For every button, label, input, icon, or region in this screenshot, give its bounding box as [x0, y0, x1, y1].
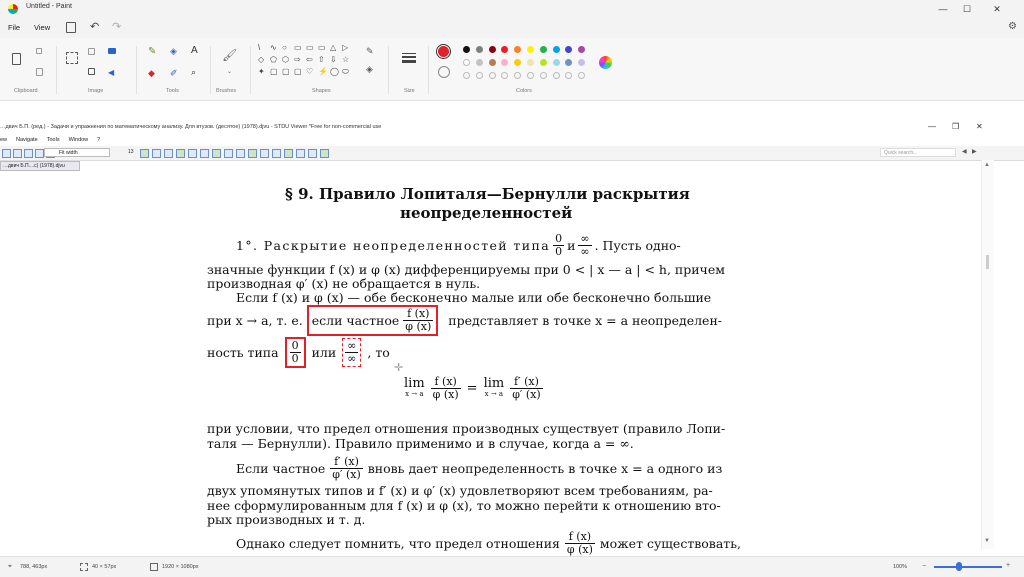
- cut-icon[interactable]: [36, 48, 42, 54]
- selection-size-icon: [80, 563, 88, 571]
- palette-color-swatch[interactable]: [463, 46, 470, 53]
- shape-option-icon[interactable]: ⚡: [318, 67, 328, 76]
- viewer-menu-item[interactable]: ?: [97, 137, 101, 143]
- group-divider: [428, 46, 429, 94]
- fill-shape-icon[interactable]: ◈: [366, 64, 373, 74]
- zoom-level: 100%: [893, 564, 908, 570]
- palette-color-swatch[interactable]: [463, 59, 470, 66]
- viewer-toolbar-button[interactable]: [152, 149, 161, 158]
- selection-size: 40 × 57px: [92, 564, 117, 570]
- denominator: φ (x): [405, 320, 432, 333]
- paint-app-icon: [8, 4, 18, 14]
- fraction-inf-inf: [578, 233, 591, 258]
- fraction-right: [510, 376, 542, 401]
- outline-icon[interactable]: ✎: [366, 46, 374, 56]
- denominator: φ (x): [432, 388, 459, 401]
- denominator: φ (x): [566, 543, 593, 556]
- viewer-toolbar-button[interactable]: [24, 149, 33, 158]
- viewer-menu-item[interactable]: Navigate: [16, 137, 38, 143]
- primary-color-fill: [438, 46, 449, 57]
- viewer-toolbar-button[interactable]: [224, 149, 233, 158]
- save-icon[interactable]: [66, 22, 76, 33]
- group-label-size: Size: [404, 88, 415, 94]
- viewer-toolbar-button[interactable]: [284, 149, 293, 158]
- shape-option-icon[interactable]: ▭: [306, 43, 314, 52]
- viewer-vertical-scrollbar[interactable]: [981, 160, 994, 549]
- viewer-toolbar-button[interactable]: [212, 149, 221, 158]
- viewer-toolbar-button[interactable]: [248, 149, 257, 158]
- secondary-color-swatch[interactable]: [438, 66, 450, 78]
- zoom-mode-select[interactable]: Fit width: [44, 148, 110, 157]
- paragraph-4-line-4: рых производных и т. д.: [207, 512, 366, 527]
- shape-option-icon[interactable]: ∿: [270, 43, 277, 52]
- shape-option-icon[interactable]: △: [330, 43, 337, 52]
- copy-icon[interactable]: [36, 68, 43, 76]
- numerator: f (x): [431, 376, 461, 389]
- paragraph-1-line-2: значные функции f (x) и φ (x) дифференцируемы при 0 < | x — a | < h, причем: [207, 262, 725, 277]
- shapes-gallery: [258, 42, 356, 77]
- viewer-menu: [0, 137, 100, 143]
- numerator: 0: [291, 339, 299, 352]
- shape-option-icon[interactable]: ⇨: [294, 55, 301, 64]
- shape-option-icon[interactable]: ⇧: [318, 55, 325, 64]
- fraction-f-phi: [403, 308, 433, 333]
- minimize-button[interactable]: —: [938, 4, 948, 14]
- paragraph-4-line-3: нее сформулированным для f (x) и φ (x), то можно перейти к отношению вто-: [207, 498, 721, 513]
- denominator: ∞: [347, 352, 357, 365]
- cursor-position-icon: ⌖: [8, 563, 12, 570]
- paragraph-3-line-2: таля — Бернулли). Правило применимо и в случае, когда a = ∞.: [207, 436, 634, 451]
- empty-color-slot[interactable]: [476, 72, 483, 79]
- chevron-down-icon[interactable]: ⌄: [227, 69, 233, 75]
- paste-icon[interactable]: [12, 53, 21, 65]
- lhopital-formula: [404, 376, 543, 401]
- edit-colors-icon[interactable]: [599, 56, 612, 69]
- shape-option-icon[interactable]: ☆: [342, 55, 350, 64]
- text-run: Если частное: [236, 461, 326, 476]
- document-page: [0, 171, 981, 556]
- annotation-box-inf-inf[interactable]: [342, 338, 361, 367]
- settings-icon[interactable]: ⚙: [1008, 21, 1017, 32]
- redo-icon[interactable]: ↷: [112, 21, 122, 33]
- viewer-toolbar-button[interactable]: [13, 149, 22, 158]
- section-heading: § 9. Правило Лопиталя—Бернулли раскрытия: [285, 185, 690, 203]
- paragraph-2-line-2: [207, 305, 722, 336]
- menu-file[interactable]: File: [8, 23, 21, 32]
- paint-status-bar: [0, 556, 1024, 577]
- limit-subscript: x → a: [484, 389, 504, 398]
- shape-option-icon[interactable]: ◇: [258, 55, 265, 64]
- empty-color-slot[interactable]: [527, 72, 534, 79]
- select-icon[interactable]: [66, 52, 78, 64]
- group-label-image: Image: [88, 88, 104, 94]
- undo-icon[interactable]: ↶: [90, 21, 100, 33]
- section-heading-cont: неопределенностей: [400, 204, 573, 222]
- zoom-in-icon[interactable]: +: [1006, 562, 1011, 569]
- viewer-toolbar-button[interactable]: [260, 149, 269, 158]
- empty-color-slot[interactable]: [489, 72, 496, 79]
- viewer-toolbar-button[interactable]: [2, 149, 11, 158]
- group-label-tools: Tools: [166, 88, 179, 94]
- menu-view[interactable]: View: [34, 23, 51, 32]
- shape-option-icon[interactable]: ⬡: [282, 55, 289, 64]
- group-divider: [250, 46, 251, 94]
- zoom-out-icon[interactable]: −: [922, 563, 927, 570]
- group-divider: [388, 46, 389, 94]
- paragraph-1-line-3: производная φ′ (x) не обращается в нуль.: [207, 276, 481, 291]
- paragraph-1-line-1: [236, 233, 681, 258]
- empty-color-slot[interactable]: [501, 72, 508, 79]
- shape-option-icon[interactable]: ⇩: [330, 55, 337, 64]
- annotation-box-zero-zero[interactable]: [285, 337, 306, 368]
- palette-color-swatch[interactable]: [489, 46, 496, 53]
- limit-subscript: x → a: [405, 389, 424, 398]
- shape-option-icon[interactable]: ▢: [282, 67, 290, 76]
- empty-color-slot[interactable]: [540, 72, 547, 79]
- palette-color-swatch[interactable]: [527, 59, 534, 66]
- viewer-toolbar-buttons-2: [140, 149, 329, 158]
- palette-color-swatch[interactable]: [489, 59, 496, 66]
- shape-option-icon[interactable]: ✦: [258, 67, 265, 76]
- palette-color-swatch[interactable]: [565, 59, 572, 66]
- text-run: или: [311, 345, 337, 360]
- viewer-toolbar-button[interactable]: [188, 149, 197, 158]
- fraction-zero-zero: [553, 233, 564, 258]
- text-run: . Пусть одно-: [594, 238, 681, 253]
- fraction-left: [431, 376, 461, 401]
- denominator: φ′ (x): [332, 468, 361, 481]
- viewer-toolbar-button[interactable]: [236, 149, 245, 158]
- denominator: ∞: [580, 245, 590, 258]
- viewer-toolbar-button[interactable]: [200, 149, 209, 158]
- crosshair-cursor-icon: ✛: [394, 362, 404, 374]
- viewer-menu-item[interactable]: Tools: [46, 137, 60, 143]
- numerator: f′ (x): [330, 456, 362, 469]
- search-next-icon[interactable]: ▶: [972, 149, 977, 155]
- viewer-menu-bar: [0, 136, 1024, 146]
- shape-option-icon[interactable]: ▭: [318, 43, 326, 52]
- close-button[interactable]: ✕: [993, 4, 1001, 14]
- shape-option-icon[interactable]: ▢: [294, 67, 302, 76]
- color-picker-icon[interactable]: ✐: [170, 68, 178, 78]
- palette-color-swatch[interactable]: [565, 46, 572, 53]
- text-run: при x → a, т. е.: [207, 313, 303, 328]
- group-divider: [210, 46, 211, 94]
- empty-color-slot[interactable]: [553, 72, 560, 79]
- fill-icon[interactable]: ◈: [170, 46, 177, 56]
- shape-option-icon[interactable]: ▢: [270, 67, 278, 76]
- empty-color-slot[interactable]: [463, 72, 470, 79]
- palette-color-swatch[interactable]: [527, 46, 534, 53]
- viewer-toolbar-button[interactable]: [35, 149, 44, 158]
- numerator: f (x): [565, 531, 595, 544]
- group-divider: [56, 46, 57, 94]
- maximize-button[interactable]: ☐: [962, 4, 972, 14]
- viewer-toolbar-button[interactable]: [140, 149, 149, 158]
- viewer-toolbar: [0, 146, 1024, 161]
- pencil-icon[interactable]: ✎: [148, 46, 157, 57]
- text-run: представляет в точке x = a неопределен-: [448, 313, 722, 328]
- viewer-menu-item[interactable]: ew: [0, 137, 8, 143]
- numerator: f′ (x): [510, 376, 542, 389]
- annotation-box-quotient[interactable]: [307, 305, 439, 336]
- palette-color-swatch[interactable]: [578, 46, 585, 53]
- paragraph-5-line-1: [236, 531, 741, 556]
- viewer-maximize-button[interactable]: ❐: [952, 122, 960, 131]
- viewer-toolbar-button[interactable]: [308, 149, 317, 158]
- shape-option-icon[interactable]: ▭: [294, 43, 302, 52]
- palette-color-swatch[interactable]: [514, 59, 521, 66]
- scroll-down-icon[interactable]: ▼: [984, 538, 990, 544]
- denominator: 0: [555, 245, 563, 258]
- shape-option-icon[interactable]: ⇦: [306, 55, 313, 64]
- viewer-minimize-button[interactable]: —: [928, 122, 936, 131]
- paragraph-4-line-1: [236, 456, 722, 481]
- scroll-thumb[interactable]: [986, 255, 989, 269]
- palette-color-swatch[interactable]: [540, 59, 547, 66]
- palette-color-swatch[interactable]: [501, 46, 508, 53]
- viewer-title-bar: [0, 120, 1024, 137]
- denominator: 0: [291, 352, 299, 365]
- palette-color-swatch[interactable]: [501, 59, 508, 66]
- flip-icon[interactable]: ◀: [108, 68, 115, 77]
- palette-color-swatch[interactable]: [514, 46, 521, 53]
- paint-title-bar: [0, 0, 1024, 18]
- group-label-clipboard: Clipboard: [14, 88, 38, 94]
- zoom-slider[interactable]: [934, 566, 1002, 568]
- scroll-up-icon[interactable]: ▲: [984, 162, 990, 168]
- quick-search-input[interactable]: Quick search...: [880, 148, 956, 157]
- magnifier-icon[interactable]: ⌕: [191, 67, 197, 77]
- shape-option-icon[interactable]: \: [258, 43, 261, 52]
- palette-color-swatch[interactable]: [476, 46, 483, 53]
- primary-color-swatch[interactable]: [436, 44, 451, 59]
- viewer-toolbar-button[interactable]: [296, 149, 305, 158]
- viewer-toolbar-button[interactable]: [176, 149, 185, 158]
- group-label-shapes: Shapes: [312, 88, 331, 94]
- palette-color-swatch[interactable]: [553, 46, 560, 53]
- text-run: , то: [367, 345, 390, 360]
- limit-symbol: lim: [404, 375, 425, 391]
- text-run: если частное: [311, 313, 400, 328]
- numerator: ∞: [580, 232, 590, 245]
- color-palette: [463, 46, 591, 79]
- crop-icon[interactable]: [88, 48, 95, 55]
- viewer-toolbar-button[interactable]: [272, 149, 281, 158]
- page-number-field[interactable]: 13: [128, 149, 134, 155]
- paint-menu-bar: [0, 18, 1024, 38]
- fraction-derivatives: [330, 456, 362, 481]
- size-icon[interactable]: [402, 53, 416, 63]
- palette-color-swatch[interactable]: [476, 59, 483, 66]
- shape-option-icon[interactable]: ▷: [342, 43, 349, 52]
- numerator: 0: [555, 232, 563, 245]
- paint-ribbon: [0, 38, 1024, 101]
- search-prev-icon[interactable]: ◀: [962, 149, 967, 155]
- resize-icon[interactable]: [88, 68, 95, 75]
- text-tool-icon[interactable]: A: [191, 45, 198, 56]
- paragraph-2-line-3: [207, 337, 390, 368]
- paragraph-3-line-1: при условии, что предел отношения производных существует (правило Лопи-: [207, 421, 726, 436]
- text-run: 1°. Раскрытие неопределенностей типа: [236, 238, 551, 253]
- document-tab[interactable]: …двич Б.П....с) (1978).djvu: [0, 161, 80, 171]
- denominator: φ′ (x): [512, 388, 541, 401]
- numerator: ∞: [347, 339, 357, 352]
- palette-color-swatch[interactable]: [578, 59, 585, 66]
- viewer-menu-item[interactable]: Window: [68, 137, 89, 143]
- palette-color-swatch[interactable]: [540, 46, 547, 53]
- zoom-slider-thumb[interactable]: [956, 562, 962, 571]
- eraser-icon[interactable]: ◆: [148, 68, 155, 78]
- group-divider: [136, 46, 137, 94]
- brush-icon[interactable]: 🖌: [222, 48, 238, 62]
- limit-operator: [404, 375, 425, 400]
- limit-symbol: lim: [483, 375, 505, 391]
- canvas-size-icon: [150, 563, 158, 571]
- group-label-colors: Colors: [516, 88, 532, 94]
- numerator: f (x): [403, 308, 433, 321]
- text-run: вновь дает неопределенность в точке x = a одного из: [367, 461, 723, 476]
- canvas-size: 1920 × 1080px: [162, 564, 199, 570]
- empty-color-slot[interactable]: [514, 72, 521, 79]
- shape-option-icon[interactable]: ♡: [306, 67, 314, 76]
- viewer-toolbar-button[interactable]: [164, 149, 173, 158]
- paragraph-4-line-2: двух упомянутых типов и f′ (x) и φ′ (x) удовлетворяют всем требованиям, ра-: [207, 483, 713, 498]
- palette-color-swatch[interactable]: [553, 59, 560, 66]
- text-run: Однако следует помнить, что предел отношения: [236, 536, 560, 551]
- text-run: ность типа: [207, 345, 279, 360]
- equals-sign: =: [466, 381, 478, 396]
- window-title: Untitled - Paint: [26, 3, 72, 10]
- shape-option-icon[interactable]: ⬠: [270, 55, 277, 64]
- limit-operator: [483, 375, 505, 400]
- empty-color-slot[interactable]: [565, 72, 572, 79]
- group-label-brushes: Brushes: [216, 88, 237, 94]
- paragraph-2-line-1: Если f (x) и φ (x) — обе бесконечно малые или обе бесконечно большие: [236, 290, 712, 305]
- empty-color-slot[interactable]: [578, 72, 585, 79]
- viewer-toolbar-button[interactable]: [320, 149, 329, 158]
- viewer-close-button[interactable]: ✕: [976, 122, 983, 131]
- text-run: может существовать,: [599, 536, 741, 551]
- fraction-f-phi-2: [565, 531, 595, 556]
- rotate-icon[interactable]: [108, 48, 116, 54]
- shape-option-icon[interactable]: ⬭: [342, 67, 349, 76]
- shape-option-icon[interactable]: ◯: [330, 67, 339, 76]
- viewer-title: …двич Б.П. (ред.) - Задачи и упражнения по математическому анализу. Для втузов. (десятое) (1978).djvu - STDU Viewer *Free for non-commercial use: [0, 124, 382, 130]
- text-run: и: [567, 238, 576, 253]
- cursor-position: 788, 463px: [20, 564, 48, 570]
- shape-option-icon[interactable]: ○: [282, 43, 287, 52]
